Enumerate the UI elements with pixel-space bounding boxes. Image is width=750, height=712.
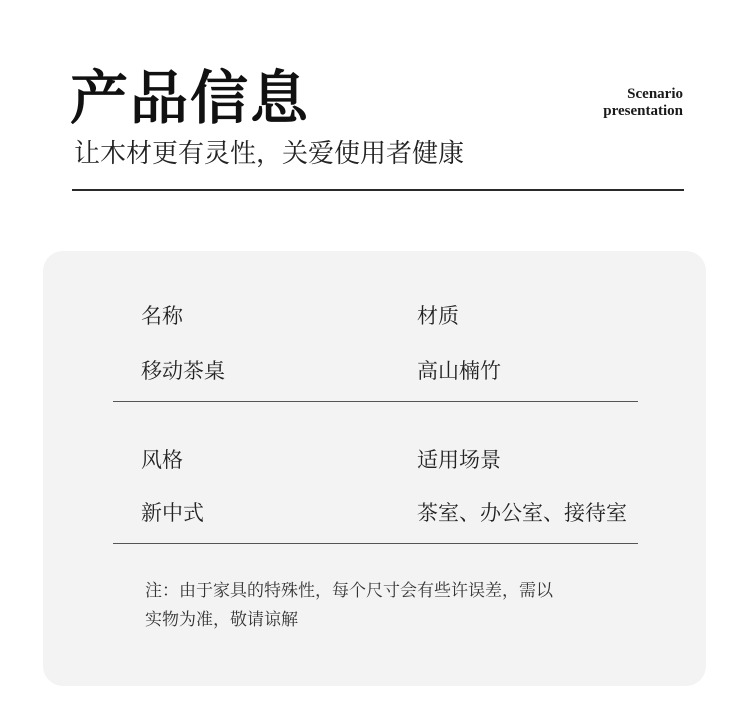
- field-style-value: 新中式: [141, 501, 204, 525]
- scenario-tag-line2: presentation: [603, 103, 683, 119]
- size-note: [145, 577, 645, 635]
- scenario-tag-line1: Scenario: [627, 86, 683, 102]
- field-material-value: 高山楠竹: [417, 359, 501, 383]
- size-note-line2: 实物为准，敬请谅解: [145, 610, 298, 630]
- field-name-value: 移动茶桌: [141, 359, 225, 383]
- row-divider: [113, 401, 638, 402]
- field-name-label: 名称: [141, 304, 183, 328]
- header-divider: [72, 189, 684, 191]
- row-divider: [113, 543, 638, 544]
- product-info-card: [43, 251, 706, 686]
- page-title: 产品信息: [70, 64, 311, 132]
- scenario-tag: [603, 86, 683, 120]
- field-style-label: 风格: [141, 448, 183, 472]
- size-note-line1: 注：由于家具的特殊性，每个尺寸会有些许误差，需以: [145, 581, 553, 601]
- field-scene-value: 茶室、办公室、接待室: [417, 501, 627, 525]
- page-subtitle: 让木材更有灵性，关爱使用者健康: [74, 139, 465, 169]
- field-material-label: 材质: [417, 304, 459, 328]
- field-scene-label: 适用场景: [417, 448, 501, 472]
